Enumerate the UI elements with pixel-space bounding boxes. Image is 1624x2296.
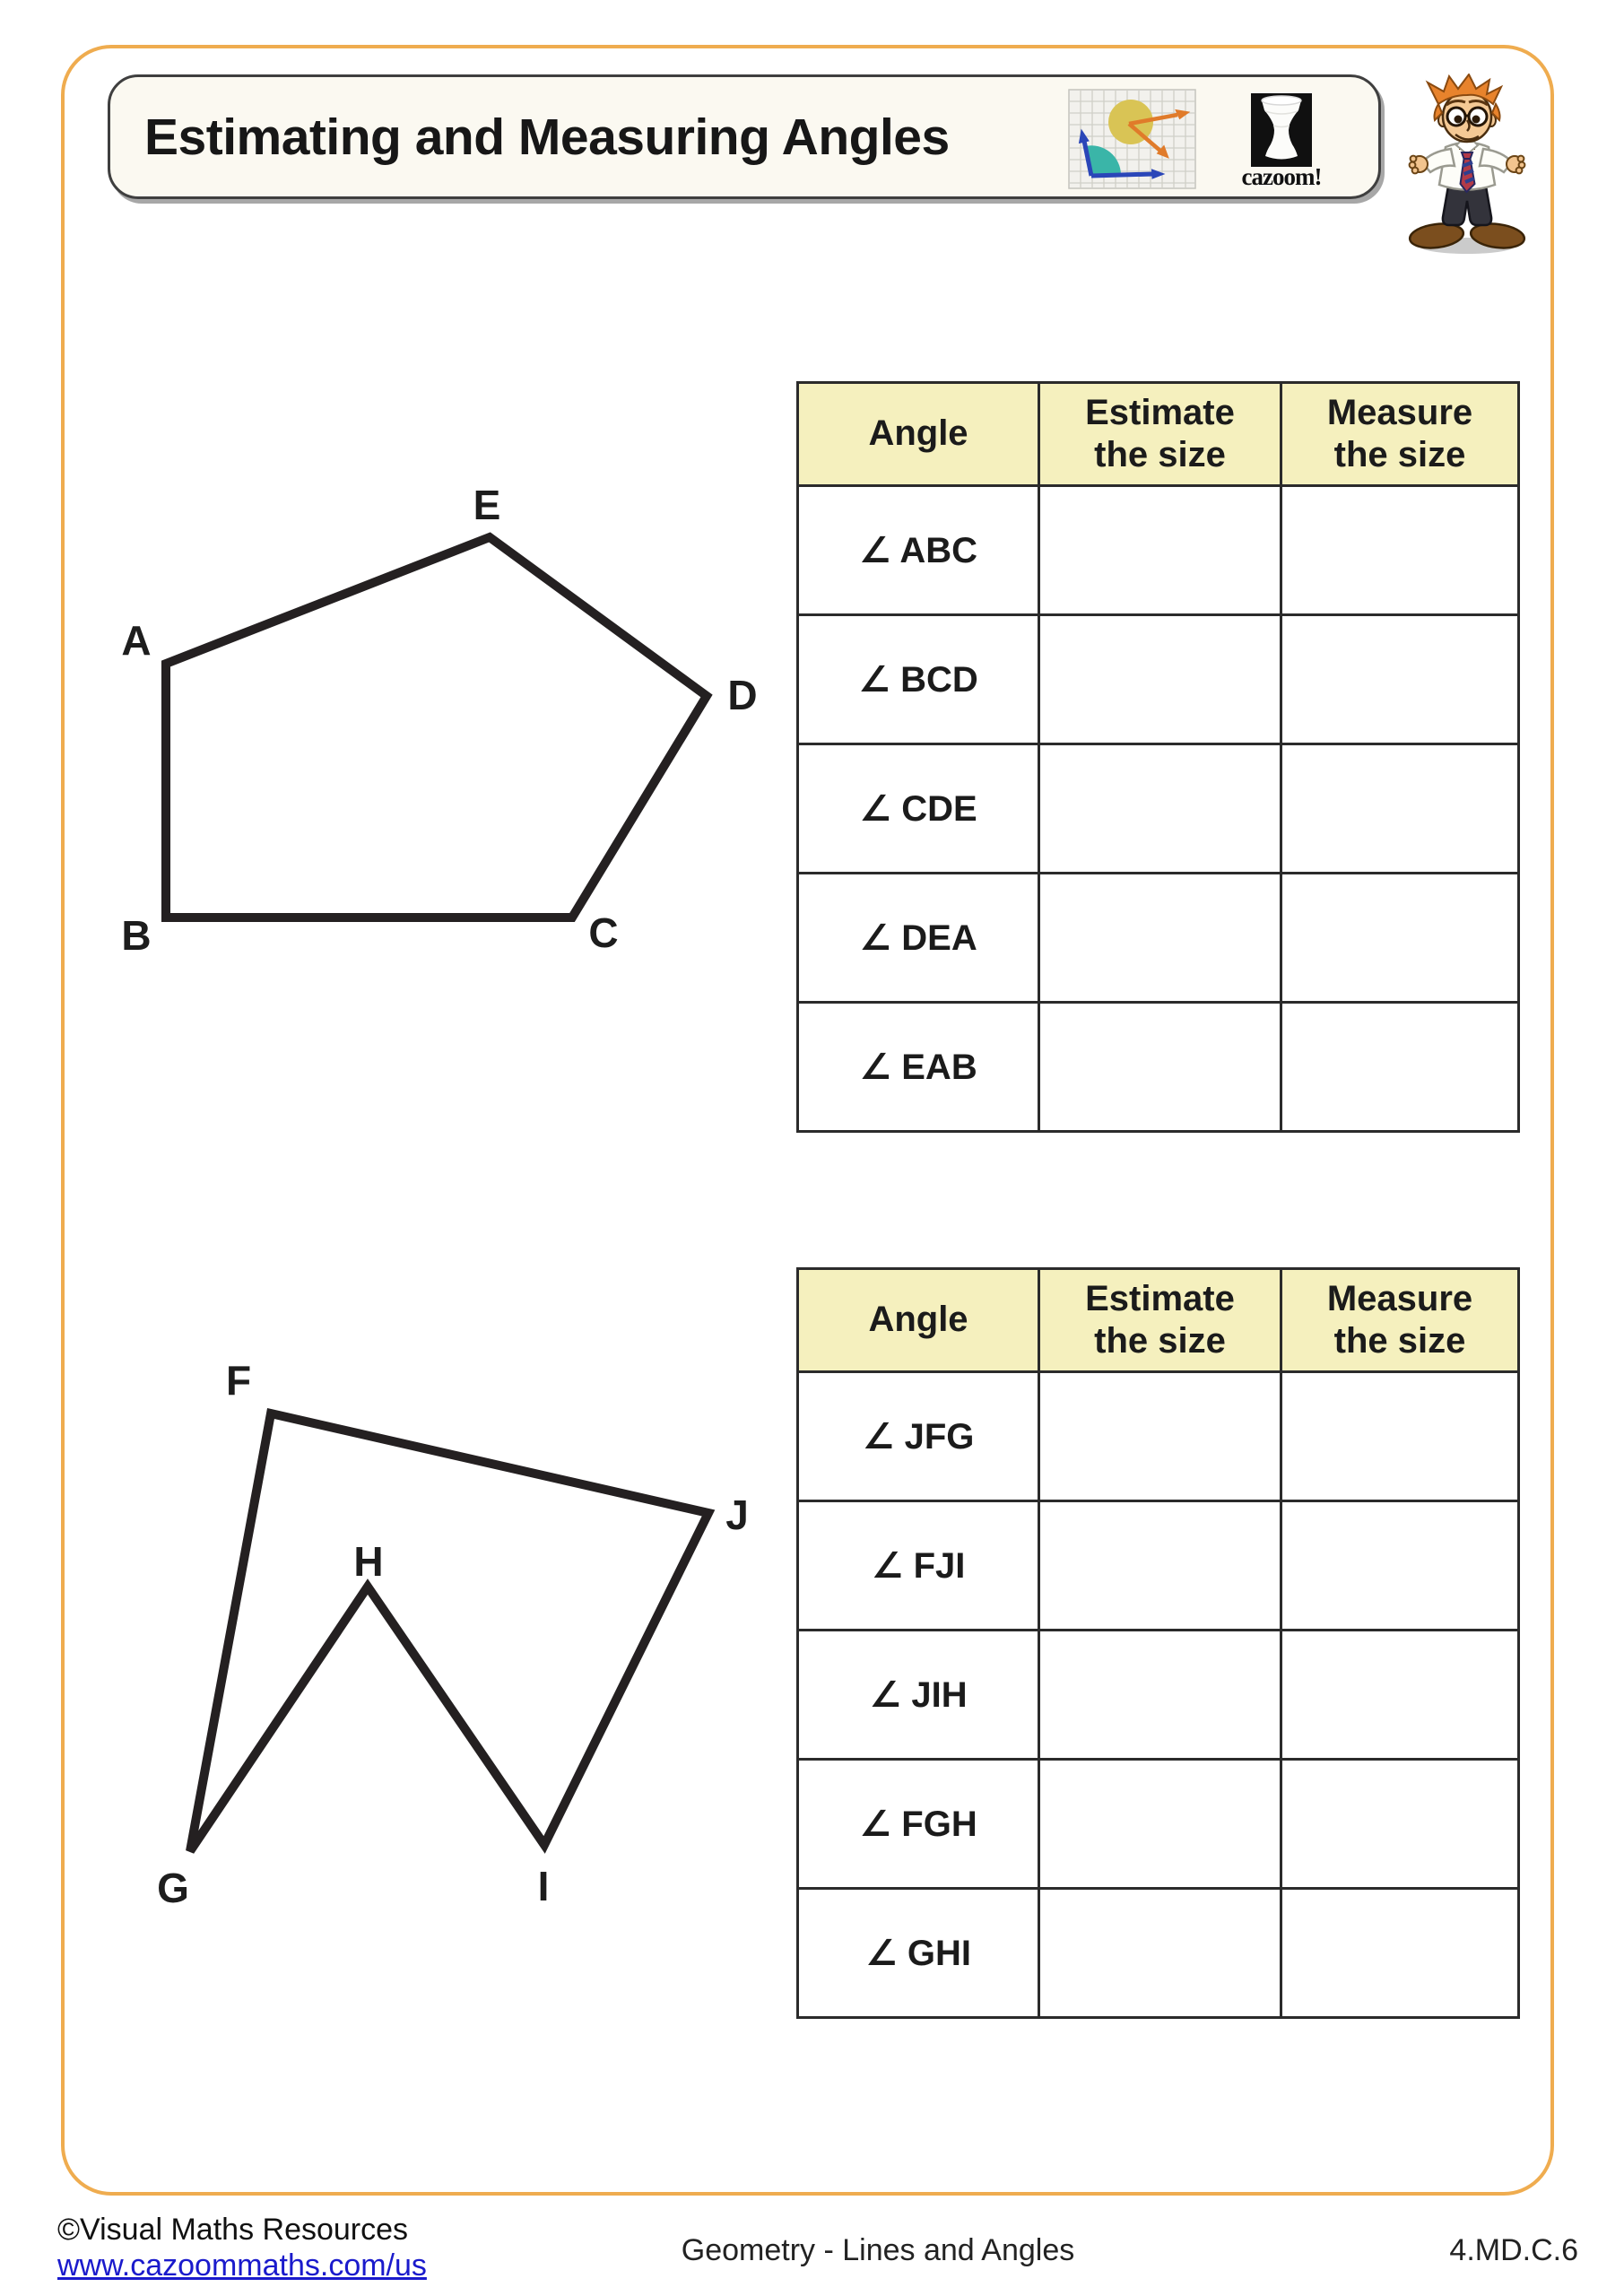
column-header-measure: Measure the size — [1281, 1269, 1519, 1372]
table-row — [798, 874, 1519, 1003]
table-row — [798, 615, 1519, 744]
measure-cell — [1281, 1003, 1519, 1132]
measure-cell — [1281, 615, 1519, 744]
angle-label: ∠ JFG — [798, 1372, 1039, 1501]
column-header-angle: Angle — [798, 1269, 1039, 1372]
measure-cell — [1281, 486, 1519, 615]
table-row — [798, 1631, 1519, 1760]
angle-label: ∠ GHI — [798, 1889, 1039, 2018]
footer-topic: Geometry - Lines and Angles — [681, 2233, 1075, 2267]
vertex-label-c: C — [588, 909, 619, 956]
angle-label: ∠ CDE — [798, 744, 1039, 874]
angles-table-1 — [796, 381, 1520, 1133]
angles-chart-icon — [1068, 89, 1196, 189]
measure-cell — [1281, 1631, 1519, 1760]
angle-label: ∠ FJI — [798, 1501, 1039, 1631]
vertex-label-b: B — [121, 912, 152, 959]
cazoom-logo-text: cazoom! — [1241, 163, 1322, 190]
footer-attribution — [57, 2212, 427, 2283]
footer-copyright: ©Visual Maths Resources — [57, 2213, 409, 2247]
measure-cell — [1281, 1760, 1519, 1889]
table-row — [798, 1501, 1519, 1631]
teacher-character — [1404, 74, 1530, 257]
table-row — [798, 486, 1519, 615]
estimate-cell — [1039, 744, 1281, 874]
table-row — [798, 1372, 1519, 1501]
column-header-estimate: Estimate the size — [1039, 383, 1281, 486]
estimate-cell — [1039, 874, 1281, 1003]
vertex-label-e: E — [473, 482, 501, 528]
estimate-cell — [1039, 1003, 1281, 1132]
column-header-estimate: Estimate the size — [1039, 1269, 1281, 1372]
angle-label: ∠ JIH — [798, 1631, 1039, 1760]
angle-label: ∠ EAB — [798, 1003, 1039, 1132]
vertex-label-i: I — [537, 1863, 550, 1909]
table-header-row — [798, 1269, 1519, 1372]
estimate-cell — [1039, 1372, 1281, 1501]
footer-website-link[interactable]: www.cazoommaths.com/us — [57, 2248, 427, 2283]
column-header-angle: Angle — [798, 383, 1039, 486]
table-header-row — [798, 383, 1519, 486]
measure-cell — [1281, 1889, 1519, 2018]
angles-table-2 — [796, 1267, 1520, 2019]
measure-cell — [1281, 1501, 1519, 1631]
cazoom-logo-icon — [1251, 93, 1312, 167]
table-row — [798, 1889, 1519, 2018]
estimate-cell — [1039, 486, 1281, 615]
measure-cell — [1281, 744, 1519, 874]
estimate-cell — [1039, 615, 1281, 744]
angle-label: ∠ ABC — [798, 486, 1039, 615]
estimate-cell — [1039, 1501, 1281, 1631]
vertex-label-d: D — [727, 672, 758, 718]
page-title: Estimating and Measuring Angles — [144, 108, 950, 166]
vertex-label-g: G — [157, 1865, 189, 1911]
vertex-label-a: A — [121, 617, 152, 664]
angle-label: ∠ FGH — [798, 1760, 1039, 1889]
table-row — [798, 744, 1519, 874]
measure-cell — [1281, 1372, 1519, 1501]
measure-cell — [1281, 874, 1519, 1003]
column-header-measure: Measure the size — [1281, 383, 1519, 486]
footer-standard-code: 4.MD.C.6 — [1449, 2233, 1578, 2267]
estimate-cell — [1039, 1760, 1281, 1889]
vertex-label-h: H — [353, 1538, 384, 1585]
vertex-label-f: F — [225, 1357, 252, 1404]
estimate-cell — [1039, 1889, 1281, 2018]
angle-label: ∠ DEA — [798, 874, 1039, 1003]
table-row — [798, 1003, 1519, 1132]
table-row — [798, 1760, 1519, 1889]
estimate-cell — [1039, 1631, 1281, 1760]
vertex-label-j: J — [725, 1492, 749, 1538]
title-box — [108, 74, 1381, 199]
angle-label: ∠ BCD — [798, 615, 1039, 744]
